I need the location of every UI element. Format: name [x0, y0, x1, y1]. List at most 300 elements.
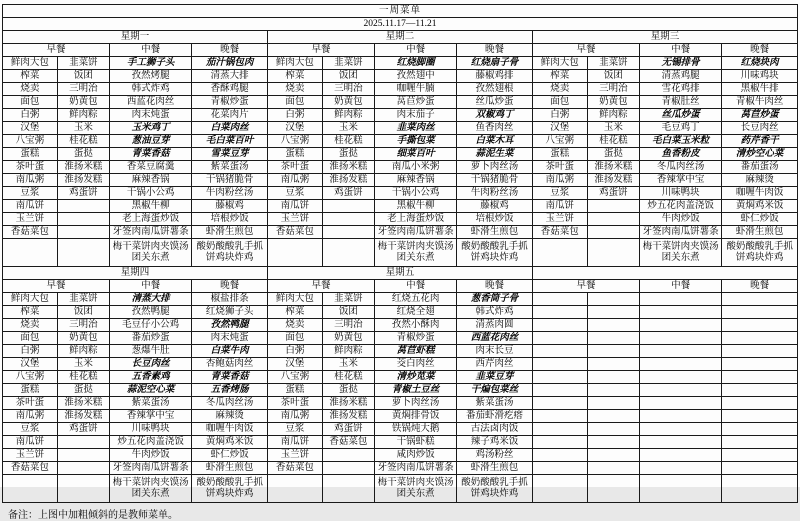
menu-cell: 玉米	[322, 358, 374, 371]
meal-header-breakfast: 早餐	[3, 280, 110, 293]
menu-cell: 老上海蛋炒饭	[375, 213, 457, 226]
menu-cell: 药芹香干	[722, 135, 798, 148]
menu-cell	[722, 306, 798, 319]
menu-row	[3, 384, 798, 397]
menu-cell	[722, 423, 798, 436]
menu-cell: 香菇菜包	[3, 226, 58, 239]
menu-cell: 梅干菜饼肉夹馍汤团关东煮	[375, 239, 457, 267]
menu-cell: 酸奶酸酸乳手抓饼鸡块炸鸡	[457, 239, 533, 267]
menu-cell: 红烧全翅	[375, 306, 457, 319]
menu-cell: 辣子鸡米饭	[457, 436, 533, 449]
menu-cell: 红烧五花肉	[375, 293, 457, 306]
menu-row	[3, 475, 798, 503]
menu-cell: 红烧扇子骨	[457, 57, 533, 70]
menu-cell: 韭菜饼	[57, 57, 109, 70]
menu-cell: 手撕包菜	[375, 135, 457, 148]
menu-cell: 紫菜蛋汤	[192, 161, 268, 174]
menu-cell	[3, 239, 58, 267]
menu-cell: 南瓜小米粥	[375, 161, 457, 174]
menu-cell	[587, 226, 639, 239]
menu-cell: 无锡排骨	[640, 57, 722, 70]
menu-cell: 鲜肉大包	[3, 57, 58, 70]
menu-cell: 清炒苋菜	[375, 371, 457, 384]
menu-cell: 烧卖	[532, 83, 587, 96]
menu-cell: 蛋挞	[57, 148, 109, 161]
menu-cell	[722, 462, 798, 475]
day-header-row	[3, 31, 798, 44]
menu-cell: 黑椒牛柳	[110, 200, 192, 213]
menu-cell: 南瓜粥	[532, 174, 587, 187]
menu-cell: 淮扬发糕	[57, 174, 109, 187]
menu-cell: 奶黄包	[57, 96, 109, 109]
menu-row	[3, 213, 798, 226]
menu-cell: 香菇菜包	[322, 436, 374, 449]
menu-cell: 雪花鸡排	[640, 83, 722, 96]
menu-cell: 麻辣香锅	[375, 174, 457, 187]
menu-cell: 藤椒鸡排	[457, 70, 533, 83]
menu-row	[3, 161, 798, 174]
menu-cell: 汉堡	[532, 122, 587, 135]
menu-cell	[587, 475, 639, 503]
menu-cell: 牛肉粉丝汤	[457, 187, 533, 200]
menu-cell: 茶叶蛋	[3, 161, 58, 174]
menu-cell	[322, 213, 374, 226]
menu-cell: 牙签肉南瓜饼薯条	[110, 462, 192, 475]
day-header: 星期一	[3, 31, 268, 44]
menu-cell: 南瓜饼	[3, 436, 58, 449]
menu-cell: 虾滑生煎包	[192, 462, 268, 475]
menu-cell: 茄汁锅包肉	[192, 57, 268, 70]
menu-cell: 酸奶酸酸乳手抓饼鸡块炸鸡	[192, 475, 268, 503]
menu-cell: 蛋挞	[57, 384, 109, 397]
menu-row	[3, 306, 798, 319]
menu-cell	[640, 449, 722, 462]
menu-cell: 韩式炸鸡	[457, 306, 533, 319]
menu-cell: 干锅小公鸡	[110, 187, 192, 200]
menu-cell: 香酥鸡腿	[192, 83, 268, 96]
menu-cell: 三明治	[322, 319, 374, 332]
menu-cell: 干锅小公鸡	[375, 187, 457, 200]
menu-cell: 面包	[532, 96, 587, 109]
menu-cell: 茶叶蛋	[267, 397, 322, 410]
meal-header-dinner: 晚餐	[722, 44, 798, 57]
menu-cell: 虾仁炒饭	[192, 449, 268, 462]
menu-cell: 蒜泥空心菜	[110, 384, 192, 397]
menu-cell: 花菜肉片	[192, 109, 268, 122]
menu-cell: 八宝粥	[267, 371, 322, 384]
menu-cell: 丝瓜炒蛋	[457, 96, 533, 109]
menu-cell: 南瓜粥	[267, 174, 322, 187]
menu-cell: 桂花糕	[57, 135, 109, 148]
meal-header-lunch: 中餐	[375, 280, 457, 293]
menu-cell: 炒五花肉盖浇饭	[110, 436, 192, 449]
menu-cell: 蛋糕	[3, 148, 58, 161]
menu-cell: 白粥	[267, 345, 322, 358]
page-title: 一周菜单	[3, 5, 798, 18]
menu-cell	[722, 358, 798, 371]
menu-cell: 青椒土豆丝	[375, 384, 457, 397]
menu-cell: 麻辣烫	[192, 410, 268, 423]
menu-cell: 肉末炖蛋	[192, 332, 268, 345]
menu-cell	[532, 384, 587, 397]
menu-cell: 面包	[3, 332, 58, 345]
menu-cell: 淮扬米糕	[322, 397, 374, 410]
menu-cell: 冬瓜肉丝汤	[640, 161, 722, 174]
menu-cell: 青椒牛肉丝	[722, 96, 798, 109]
menu-row	[3, 57, 798, 70]
menu-row	[3, 462, 798, 475]
menu-cell: 鲜肉大包	[532, 57, 587, 70]
menu-cell: 鲜肉粽	[57, 109, 109, 122]
menu-cell	[722, 436, 798, 449]
menu-cell: 豆浆	[3, 423, 58, 436]
menu-cell	[640, 475, 722, 503]
menu-cell: 香菇菜包	[267, 462, 322, 475]
menu-cell: 韭菜饼	[322, 293, 374, 306]
menu-cell	[532, 410, 587, 423]
menu-cell: 青椒肚丝	[640, 96, 722, 109]
menu-cell: 五香素鸡	[110, 371, 192, 384]
menu-cell: 三明治	[57, 83, 109, 96]
menu-cell	[587, 239, 639, 267]
menu-cell	[722, 449, 798, 462]
menu-cell: 孜然鸭腿	[110, 306, 192, 319]
menu-cell: 手工狮子头	[110, 57, 192, 70]
menu-cell: 老上海蛋炒饭	[110, 213, 192, 226]
menu-cell: 毛豆仔小公鸡	[110, 319, 192, 332]
meal-header-lunch: 中餐	[640, 280, 722, 293]
meal-header-dinner: 晚餐	[192, 44, 268, 57]
menu-cell	[640, 410, 722, 423]
menu-cell: 肉末长豆	[457, 345, 533, 358]
menu-cell	[57, 226, 109, 239]
menu-cell: 黄焖鸡米饭	[722, 200, 798, 213]
menu-cell	[587, 410, 639, 423]
date-range: 2025.11.17—11.21	[3, 18, 798, 31]
menu-cell: 牛肉粉丝汤	[192, 187, 268, 200]
menu-cell	[722, 475, 798, 503]
menu-row	[3, 358, 798, 371]
menu-cell: 饭团	[322, 70, 374, 83]
menu-cell	[640, 332, 722, 345]
menu-cell: 玉米	[57, 122, 109, 135]
menu-cell: 烧卖	[3, 83, 58, 96]
menu-cell: 莴苣炒蛋	[722, 109, 798, 122]
menu-cell: 青椒炒蛋	[375, 332, 457, 345]
menu-cell: 紫菜蛋汤	[457, 397, 533, 410]
menu-cell: 韭菜肉丝	[375, 122, 457, 135]
menu-row	[3, 345, 798, 358]
menu-cell: 面包	[3, 96, 58, 109]
menu-cell	[57, 462, 109, 475]
menu-cell: 玉米	[57, 358, 109, 371]
menu-cell: 玉米	[322, 122, 374, 135]
menu-cell: 蛋挞	[322, 148, 374, 161]
menu-cell: 雪菜豆芽	[192, 148, 268, 161]
menu-cell: 清炒空心菜	[722, 148, 798, 161]
menu-cell	[722, 397, 798, 410]
menu-cell: 肉末炖蛋	[110, 109, 192, 122]
menu-cell: 韩式炸鸡	[110, 83, 192, 96]
menu-cell: 淮扬发糕	[57, 410, 109, 423]
meal-header-breakfast: 早餐	[267, 44, 374, 57]
day-header	[532, 267, 797, 280]
menu-cell: 韭菜饼	[322, 57, 374, 70]
menu-cell	[532, 462, 587, 475]
menu-cell	[722, 384, 798, 397]
menu-cell: 鲜肉粽	[322, 345, 374, 358]
menu-cell: 淮扬米糕	[322, 161, 374, 174]
menu-cell	[722, 332, 798, 345]
menu-cell	[640, 436, 722, 449]
menu-cell	[722, 345, 798, 358]
meal-header-lunch: 中餐	[110, 280, 192, 293]
date-row	[3, 18, 798, 31]
menu-row	[3, 423, 798, 436]
menu-cell: 青椒炒蛋	[192, 96, 268, 109]
menu-cell	[640, 423, 722, 436]
menu-cell	[57, 200, 109, 213]
menu-cell: 饭团	[57, 306, 109, 319]
menu-cell: 番茄虾滑疙瘩	[457, 410, 533, 423]
menu-cell: 汉堡	[3, 358, 58, 371]
menu-cell	[322, 239, 374, 267]
menu-cell	[532, 358, 587, 371]
menu-cell	[322, 200, 374, 213]
menu-cell: 咖喱牛肉饭	[192, 423, 268, 436]
menu-cell: 南瓜粥	[3, 410, 58, 423]
menu-cell: 五香烤肠	[192, 384, 268, 397]
menu-cell: 香辣掌中宝	[110, 410, 192, 423]
menu-cell: 黑椒牛排	[722, 83, 798, 96]
menu-cell: 葱油豆芽	[110, 135, 192, 148]
menu-body	[3, 5, 798, 503]
meal-header-dinner: 晚餐	[722, 280, 798, 293]
menu-cell: 铁锅炖大鹅	[375, 423, 457, 436]
menu-cell	[640, 306, 722, 319]
menu-cell: 酸奶酸酸乳手抓饼鸡块炸鸡	[192, 239, 268, 267]
menu-cell: 牙签肉南瓜饼薯条	[640, 226, 722, 239]
menu-cell: 蛋糕	[267, 384, 322, 397]
menu-cell: 酸奶酸酸乳手抓饼鸡块炸鸡	[722, 239, 798, 267]
menu-cell	[587, 436, 639, 449]
menu-cell: 烧卖	[267, 319, 322, 332]
menu-cell: 川味鸭块	[110, 423, 192, 436]
weekly-menu-table	[2, 4, 798, 503]
menu-cell: 茭白肉丝	[375, 358, 457, 371]
menu-cell	[57, 475, 109, 503]
menu-cell: 淮扬米糕	[57, 161, 109, 174]
menu-cell	[587, 371, 639, 384]
menu-cell: 桂花糕	[587, 135, 639, 148]
menu-cell: 蛋糕	[3, 384, 58, 397]
menu-cell: 长豆肉丝	[110, 358, 192, 371]
meal-header-dinner: 晚餐	[457, 280, 533, 293]
menu-cell: 奶黄包	[322, 332, 374, 345]
menu-cell: 红烧块肉	[722, 57, 798, 70]
menu-cell: 葱爆牛肚	[110, 345, 192, 358]
menu-cell: 虾仁炒饭	[722, 213, 798, 226]
menu-cell: 鱼香粉皮	[640, 148, 722, 161]
menu-cell: 南瓜饼	[532, 200, 587, 213]
meal-header-dinner: 晚餐	[457, 44, 533, 57]
menu-row	[3, 70, 798, 83]
menu-cell: 培根炒饭	[192, 213, 268, 226]
menu-cell: 虾滑生煎包	[722, 226, 798, 239]
menu-cell	[57, 213, 109, 226]
menu-cell: 虾滑生煎包	[192, 226, 268, 239]
menu-row	[3, 332, 798, 345]
menu-cell	[722, 319, 798, 332]
menu-cell: 桂花糕	[322, 135, 374, 148]
menu-cell: 饭团	[587, 70, 639, 83]
menu-cell: 三明治	[322, 83, 374, 96]
menu-cell: 奶黄包	[587, 96, 639, 109]
menu-cell: 玉兰饼	[3, 449, 58, 462]
menu-cell: 玉米	[587, 122, 639, 135]
menu-cell: 肉末茄子	[375, 109, 457, 122]
menu-cell: 蛋挞	[587, 148, 639, 161]
menu-cell: 咖喱牛腩	[375, 83, 457, 96]
menu-cell: 烧卖	[3, 319, 58, 332]
menu-cell: 南瓜饼	[267, 436, 322, 449]
menu-cell	[267, 239, 322, 267]
menu-cell: 白菜肉丝	[192, 122, 268, 135]
menu-cell: 烧卖	[267, 83, 322, 96]
menu-cell: 鸡汤粉丝	[457, 449, 533, 462]
menu-cell: 鲜肉大包	[267, 293, 322, 306]
menu-cell: 藤椒鸡	[457, 200, 533, 213]
menu-cell: 淮扬米糕	[587, 161, 639, 174]
menu-cell: 榨菜	[267, 306, 322, 319]
menu-cell: 长豆肉丝	[722, 122, 798, 135]
day-header: 星期三	[532, 31, 797, 44]
menu-cell: 白粥	[3, 345, 58, 358]
meal-header-lunch: 中餐	[110, 44, 192, 57]
menu-cell	[722, 371, 798, 384]
menu-cell: 汉堡	[3, 122, 58, 135]
menu-cell	[640, 371, 722, 384]
menu-cell: 干煸包菜丝	[457, 384, 533, 397]
menu-cell: 鸡蛋饼	[587, 187, 639, 200]
menu-cell	[57, 436, 109, 449]
menu-cell: 茶叶蛋	[3, 397, 58, 410]
menu-cell: 毛豆鸡丁	[640, 122, 722, 135]
menu-cell	[640, 462, 722, 475]
menu-cell: 韭菜豆芽	[457, 371, 533, 384]
meal-header-breakfast: 早餐	[3, 44, 110, 57]
menu-cell	[532, 319, 587, 332]
menu-cell: 奶黄包	[322, 96, 374, 109]
menu-cell: 萝卜肉丝汤	[375, 397, 457, 410]
menu-cell	[532, 293, 587, 306]
menu-row	[3, 397, 798, 410]
menu-row	[3, 449, 798, 462]
menu-cell: 牙签肉南瓜饼薯条	[375, 462, 457, 475]
menu-cell: 淮扬发糕	[322, 410, 374, 423]
menu-cell: 西蓝花肉丝	[457, 332, 533, 345]
menu-row	[3, 83, 798, 96]
menu-cell: 葱香筒子骨	[457, 293, 533, 306]
menu-cell	[532, 423, 587, 436]
menu-cell: 川味鸡块	[722, 70, 798, 83]
menu-cell: 咸肉炒饭	[375, 449, 457, 462]
menu-cell: 黄焖排骨饭	[375, 410, 457, 423]
menu-cell: 牙签肉南瓜饼薯条	[375, 226, 457, 239]
menu-cell: 古法卤肉饭	[457, 423, 533, 436]
menu-cell: 蛋糕	[532, 148, 587, 161]
menu-cell	[532, 345, 587, 358]
menu-cell: 西芹肉丝	[457, 358, 533, 371]
menu-cell	[532, 239, 587, 267]
menu-cell: 梅干菜饼肉夹馍汤团关东煮	[110, 239, 192, 267]
menu-cell: 汉堡	[267, 358, 322, 371]
menu-cell: 川味鸭块	[640, 187, 722, 200]
menu-cell: 桂花糕	[322, 371, 374, 384]
menu-cell: 面包	[267, 332, 322, 345]
menu-cell: 茶叶蛋	[532, 161, 587, 174]
day-header: 星期二	[267, 31, 532, 44]
menu-cell: 青菜香菇	[192, 371, 268, 384]
menu-cell: 鱼香肉丝	[457, 122, 533, 135]
menu-row	[3, 174, 798, 187]
menu-cell: 清蒸肉圆	[457, 319, 533, 332]
menu-cell: 香菇菜包	[267, 226, 322, 239]
menu-cell: 红烧脚圈	[375, 57, 457, 70]
menu-cell: 南瓜粥	[3, 174, 58, 187]
meal-header-row	[3, 280, 798, 293]
menu-cell: 八宝粥	[532, 135, 587, 148]
menu-cell: 八宝粥	[267, 135, 322, 148]
menu-row	[3, 96, 798, 109]
menu-cell	[640, 345, 722, 358]
menu-row	[3, 319, 798, 332]
menu-cell: 韭菜饼	[587, 57, 639, 70]
meal-header-lunch: 中餐	[640, 44, 722, 57]
menu-cell: 淮扬发糕	[322, 174, 374, 187]
menu-cell: 面包	[267, 96, 322, 109]
menu-cell: 蒜泥生菜	[457, 148, 533, 161]
menu-cell: 清蒸大排	[110, 293, 192, 306]
menu-cell: 细菜百叶	[375, 148, 457, 161]
menu-cell: 梅干菜饼肉夹馍汤团关东煮	[640, 239, 722, 267]
menu-cell: 鸡蛋饼	[322, 187, 374, 200]
menu-cell: 香辣掌中宝	[640, 174, 722, 187]
menu-cell: 豆浆	[267, 187, 322, 200]
menu-cell: 番茄蛋汤	[722, 161, 798, 174]
day-header: 星期四	[3, 267, 268, 280]
meal-header-breakfast: 早餐	[532, 44, 639, 57]
menu-cell	[722, 410, 798, 423]
menu-cell: 榨菜	[532, 70, 587, 83]
menu-cell: 培根炒饭	[457, 213, 533, 226]
menu-cell	[587, 319, 639, 332]
menu-cell: 榨菜	[3, 306, 58, 319]
menu-cell: 双椒鸡丁	[457, 109, 533, 122]
menu-cell: 鸡蛋饼	[57, 187, 109, 200]
menu-cell: 青菜香菇	[110, 148, 192, 161]
menu-cell: 藤椒鸡	[192, 200, 268, 213]
menu-row	[3, 187, 798, 200]
menu-row	[3, 293, 798, 306]
menu-cell: 鲜肉粽	[322, 109, 374, 122]
menu-row	[3, 371, 798, 384]
menu-cell	[532, 306, 587, 319]
menu-cell: 莴苣炒蛋	[375, 96, 457, 109]
menu-cell	[640, 319, 722, 332]
menu-cell: 桂花糕	[57, 371, 109, 384]
menu-cell	[3, 475, 58, 503]
